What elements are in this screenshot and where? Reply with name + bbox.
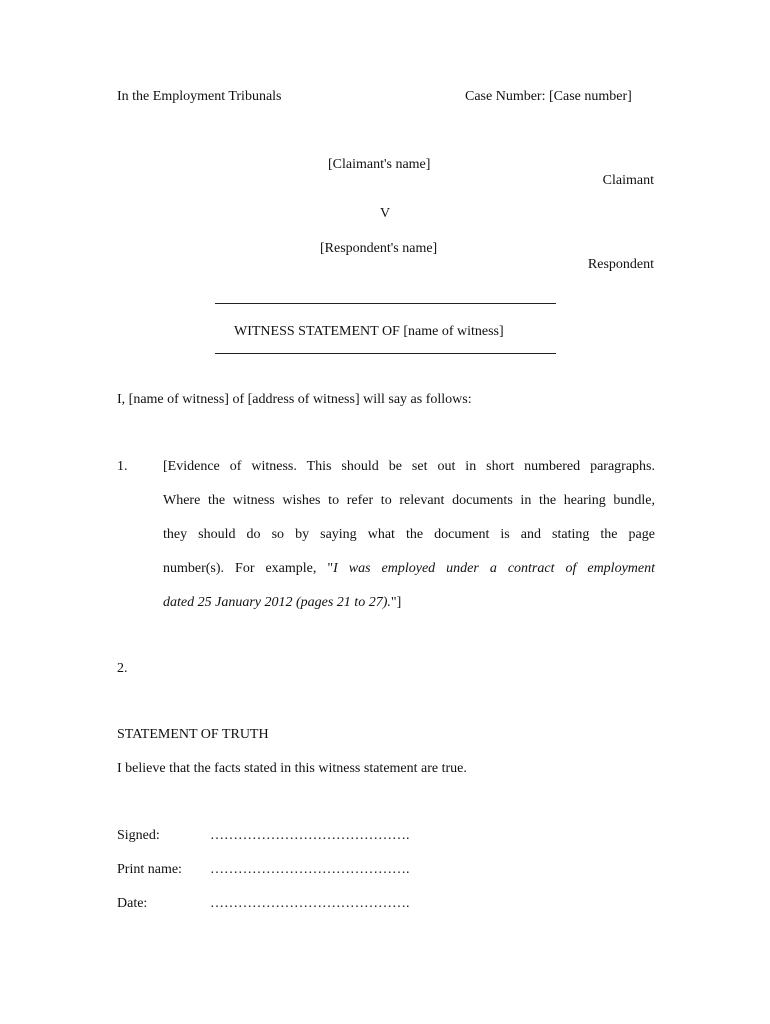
- paragraph-1-line: they should do so by saying what the document is and stating the page: [163, 527, 655, 542]
- example-quote-italic: I was employed under a contract of employment: [333, 561, 655, 576]
- print-name-blank[interactable]: …………………………………….: [210, 862, 410, 877]
- signed-label: Signed:: [117, 828, 160, 843]
- paragraph-1-line: [Evidence of witness. This should be set out in short numbered paragraphs.: [163, 459, 655, 474]
- claimant-role: Claimant: [602, 173, 654, 188]
- case-number: Case Number: [Case number]: [465, 89, 632, 104]
- paragraph-1-line: [163, 594, 655, 628]
- date-blank[interactable]: …………………………………….: [210, 896, 410, 911]
- paragraph-1-closing: "]: [390, 595, 402, 610]
- statement-title: WITNESS STATEMENT OF [name of witness]: [234, 324, 504, 339]
- paragraph-number-1: 1.: [117, 459, 128, 474]
- title-rule-bottom: [215, 353, 556, 354]
- intro-line: I, [name of witness] of [address of witness] will say as follows:: [117, 392, 472, 407]
- signed-blank[interactable]: …………………………………….: [210, 828, 410, 843]
- paragraph-1-line: [163, 560, 655, 594]
- title-rule-top: [215, 303, 556, 304]
- paragraph-1: [163, 458, 655, 628]
- date-label: Date:: [117, 896, 148, 911]
- print-name-label: Print name:: [117, 862, 182, 877]
- tribunal-heading: In the Employment Tribunals: [117, 89, 282, 104]
- versus: V: [380, 206, 391, 221]
- respondent-role: Respondent: [587, 257, 654, 272]
- paragraph-number-2: 2.: [117, 661, 128, 676]
- paragraph-1-line: Where the witness wishes to refer to relevant documents in the hearing bundle,: [163, 493, 655, 508]
- example-quote-italic: dated 25 January 2012 (pages 21 to 27).: [163, 595, 391, 610]
- claimant-name: [Claimant's name]: [328, 157, 431, 172]
- respondent-name: [Respondent's name]: [320, 241, 438, 256]
- statement-of-truth-text: I believe that the facts stated in this witness statement are true.: [117, 761, 467, 776]
- statement-of-truth-heading: STATEMENT OF TRUTH: [117, 727, 269, 742]
- paragraph-1-text: number(s). For example, ": [163, 561, 334, 576]
